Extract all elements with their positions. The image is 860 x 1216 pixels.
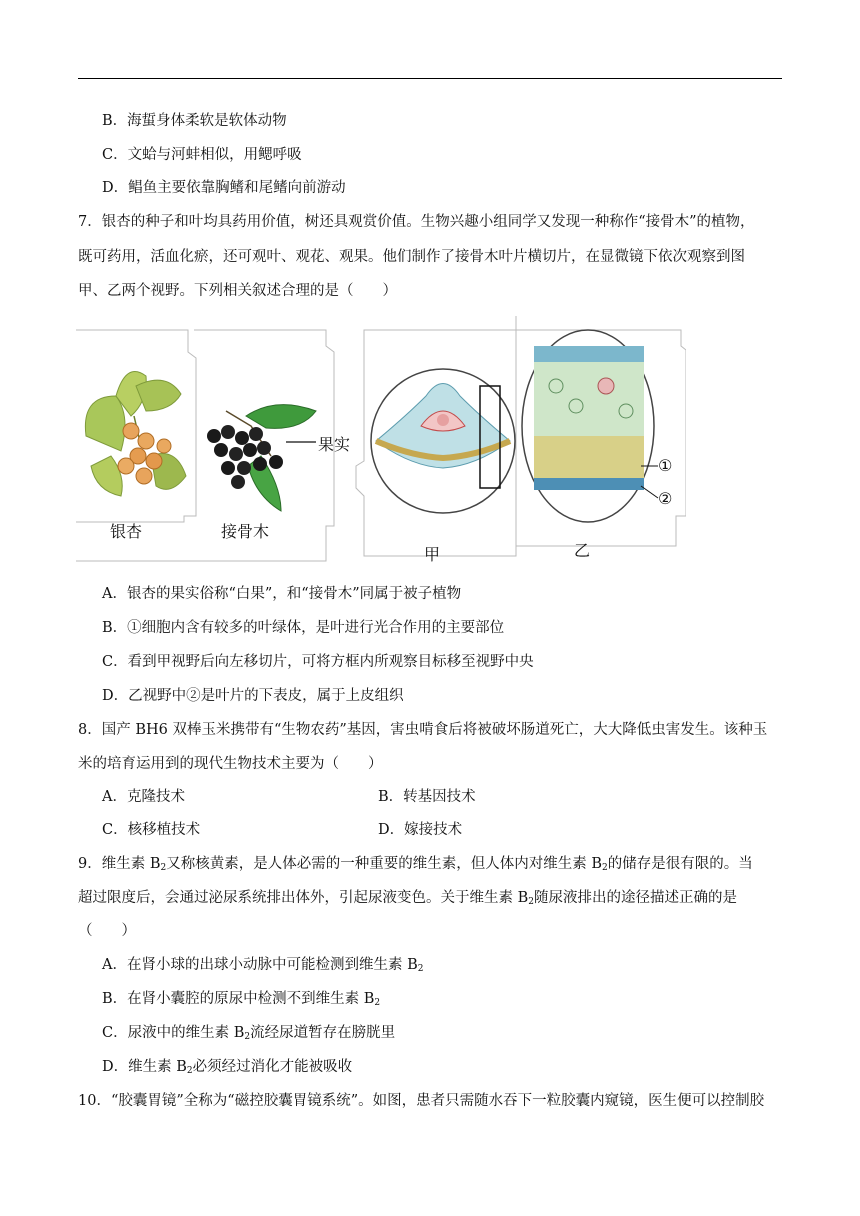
q7-stem-line-1: 7．银杏的种子和叶均具药用价值，树还具观赏价值。生物兴趣小组同学又发现一种称作“接骨木”的植物， bbox=[78, 214, 755, 230]
elder-label: 接骨木 bbox=[221, 522, 270, 541]
q7-stem-line-2: 既可药用，活血化瘀，还可观叶、观花、观果。他们制作了接骨木叶片横切片，在显微镜下依次观察到图 bbox=[78, 249, 745, 265]
marker-1-label: ① bbox=[658, 456, 673, 475]
q6-option-c: C．文蛤与河蚌相似，用鳃呼吸 bbox=[102, 147, 302, 163]
q10-stem-line-1: 10．“胶囊胃镜”全称为“磁控胶囊胃镜系统”。如图，患者只需随水吞下一粒胶囊内窥镜，医生便可以控制胶 bbox=[78, 1093, 765, 1109]
q7-option-d: D．乙视野中②是叶片的下表皮，属于上皮组织 bbox=[102, 688, 404, 704]
q8-stem-line-2: 米的培育运用到的现代生物技术主要为（ ） bbox=[78, 756, 383, 772]
elder-illustration bbox=[207, 405, 316, 511]
header-rule bbox=[78, 78, 782, 79]
q9-stem-line-3: （ ） bbox=[78, 923, 136, 939]
q8-option-c: C．核移植技术 bbox=[102, 822, 201, 838]
q9-option-d: D．维生素 $B_2$必须经过消化才能被吸收 bbox=[102, 1059, 353, 1076]
q9-stem-line-1: 9．维生素 $B_2$又称核黄素，是人体必需的一种重要的维生素，但人体内对维生素 $B_2$的储存是很有限的。当 bbox=[78, 856, 753, 873]
q7-figure bbox=[76, 316, 686, 566]
q8-option-d: D．嫁接技术 bbox=[378, 822, 463, 838]
yi-micrograph bbox=[522, 330, 658, 522]
q8-stem-line-1: 8．国产 BH6 双棒玉米携带有“生物农药”基因，害虫啃食后将被破坏肠道死亡，大大降低虫害发生。该种玉 bbox=[78, 722, 768, 738]
q8-option-b: B．转基因技术 bbox=[378, 789, 476, 805]
q9-stem-line-2: 超过限度后，会通过泌尿系统排出体外，引起尿液变色。关于维生素 $B_2$随尿液排出的途径描述正确的是 bbox=[78, 890, 737, 907]
q7-figure-drawing bbox=[76, 316, 686, 566]
q7-option-b: B．①细胞内含有较多的叶绿体，是叶进行光合作用的主要部位 bbox=[102, 620, 505, 636]
marker-2-label: ② bbox=[658, 489, 673, 508]
yi-label: 乙 bbox=[574, 541, 591, 560]
q9-option-b: B．在肾小囊腔的原尿中检测不到维生素 $B_2$ bbox=[102, 991, 381, 1008]
jia-label: 甲 bbox=[424, 545, 441, 564]
q9-option-c: C．尿液中的维生素 $B_2$流经尿道暂存在膀胱里 bbox=[102, 1025, 396, 1042]
q9-option-a: A．在肾小球的出球小动脉中可能检测到维生素 $B_2$ bbox=[102, 957, 424, 974]
q6-option-b: B．海蜇身体柔软是软体动物 bbox=[102, 113, 287, 129]
fruit-label: 果实 bbox=[318, 435, 351, 454]
q7-stem-line-3: 甲、乙两个视野。下列相关叙述合理的是（ ） bbox=[78, 283, 397, 299]
ginkgo-label: 银杏 bbox=[110, 522, 143, 541]
q7-option-a: A．银杏的果实俗称“白果”，和“接骨木”同属于被子植物 bbox=[102, 586, 462, 602]
q8-option-a: A．克隆技术 bbox=[102, 789, 185, 805]
q6-option-d: D．鲳鱼主要依靠胸鳍和尾鳍向前游动 bbox=[102, 180, 346, 196]
jia-micrograph bbox=[371, 369, 515, 513]
ginkgo-illustration bbox=[85, 372, 186, 497]
q7-option-c: C．看到甲视野后向左移切片，可将方框内所观察目标移至视野中央 bbox=[102, 654, 534, 670]
